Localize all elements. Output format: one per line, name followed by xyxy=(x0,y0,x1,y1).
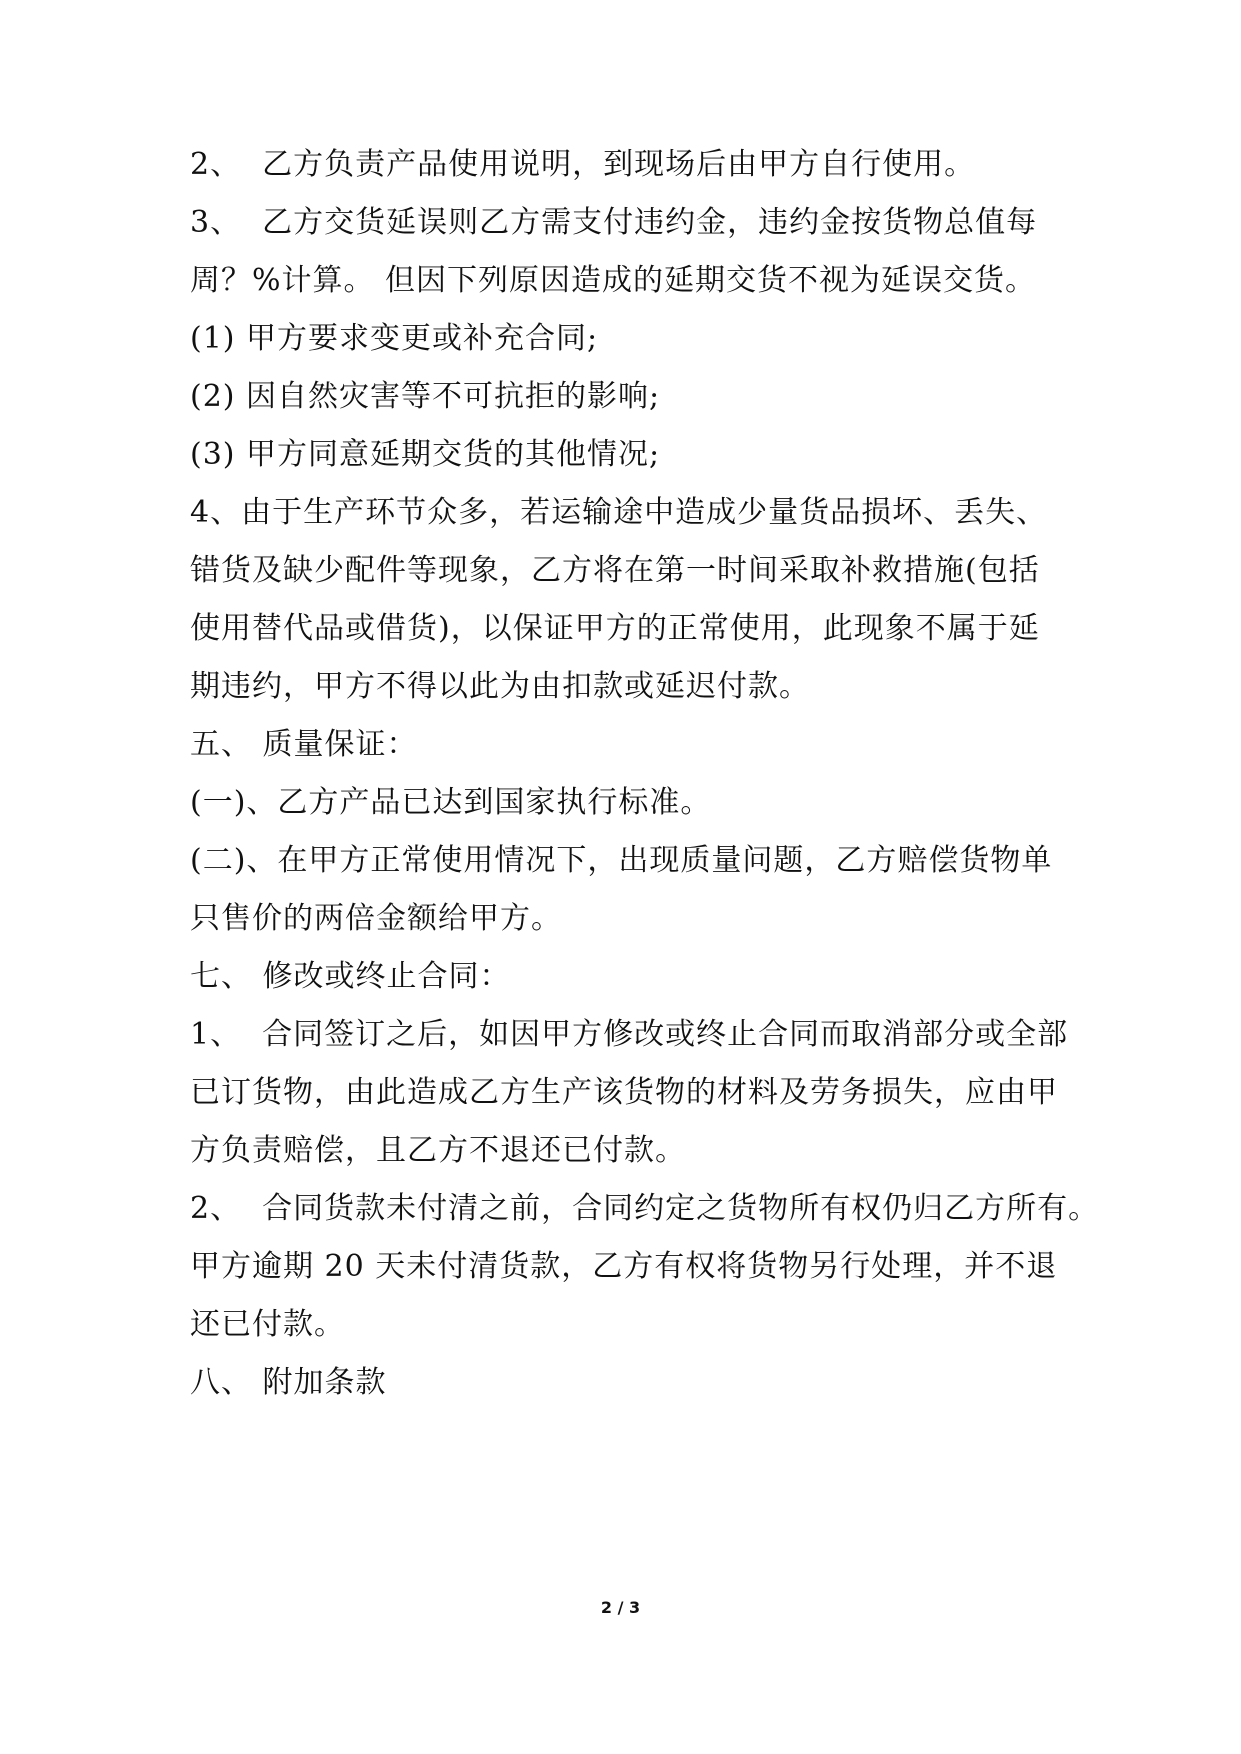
text-line: 3、 乙方交货延误则乙方需支付违约金，违约金按货物总值每 xyxy=(190,205,1038,240)
text-line: (1) 甲方要求变更或补充合同; xyxy=(190,321,599,356)
section-heading: 八、 附加条款 xyxy=(190,1365,387,1400)
text-line: 错货及缺少配件等现象，乙方将在第一时间采取补救措施(包括 xyxy=(190,553,1040,588)
section-heading: 七、 修改或终止合同： xyxy=(190,959,511,994)
text-line: (一)、乙方产品已达到国家执行标准。 xyxy=(190,785,712,820)
text-line: 周？%计算。 但因下列原因造成的延期交货不视为延误交货。 xyxy=(190,263,1037,298)
text-line: 方负责赔偿，且乙方不退还已付款。 xyxy=(190,1133,686,1168)
section-heading: 五、 质量保证： xyxy=(190,727,418,762)
text-line: 2、 合同货款未付清之前，合同约定之货物所有权仍归乙方所有。 xyxy=(190,1191,1100,1226)
text-line: (3) 甲方同意延期交货的其他情况; xyxy=(190,437,661,472)
text-line: 4、由于生产环节众多，若运输途中造成少量货品损坏、丢失、 xyxy=(190,495,1048,530)
text-line: 还已付款。 xyxy=(190,1307,345,1342)
text-line: (2) 因自然灾害等不可抗拒的影响; xyxy=(190,379,661,414)
text-line: 只售价的两倍金额给甲方。 xyxy=(190,901,562,936)
text-line: 甲方逾期 20 天未付清货款，乙方有权将货物另行处理，并不退 xyxy=(190,1249,1058,1284)
text-line: 1、 合同签订之后，如因甲方修改或终止合同而取消部分或全部 xyxy=(190,1017,1069,1052)
text-line: 已订货物，由此造成乙方生产该货物的材料及劳务损失，应由甲 xyxy=(190,1075,1058,1110)
page-number: 2 / 3 xyxy=(600,1598,641,1617)
text-line: 使用替代品或借货)，以保证甲方的正常使用，此现象不属于延 xyxy=(190,611,1040,646)
text-line: 期违约，甲方不得以此为由扣款或延迟付款。 xyxy=(190,669,810,704)
text-line: (二)、在甲方正常使用情况下，出现质量问题，乙方赔偿货物单 xyxy=(190,843,1053,878)
text-line: 2、 乙方负责产品使用说明，到现场后由甲方自行使用。 xyxy=(190,147,976,182)
